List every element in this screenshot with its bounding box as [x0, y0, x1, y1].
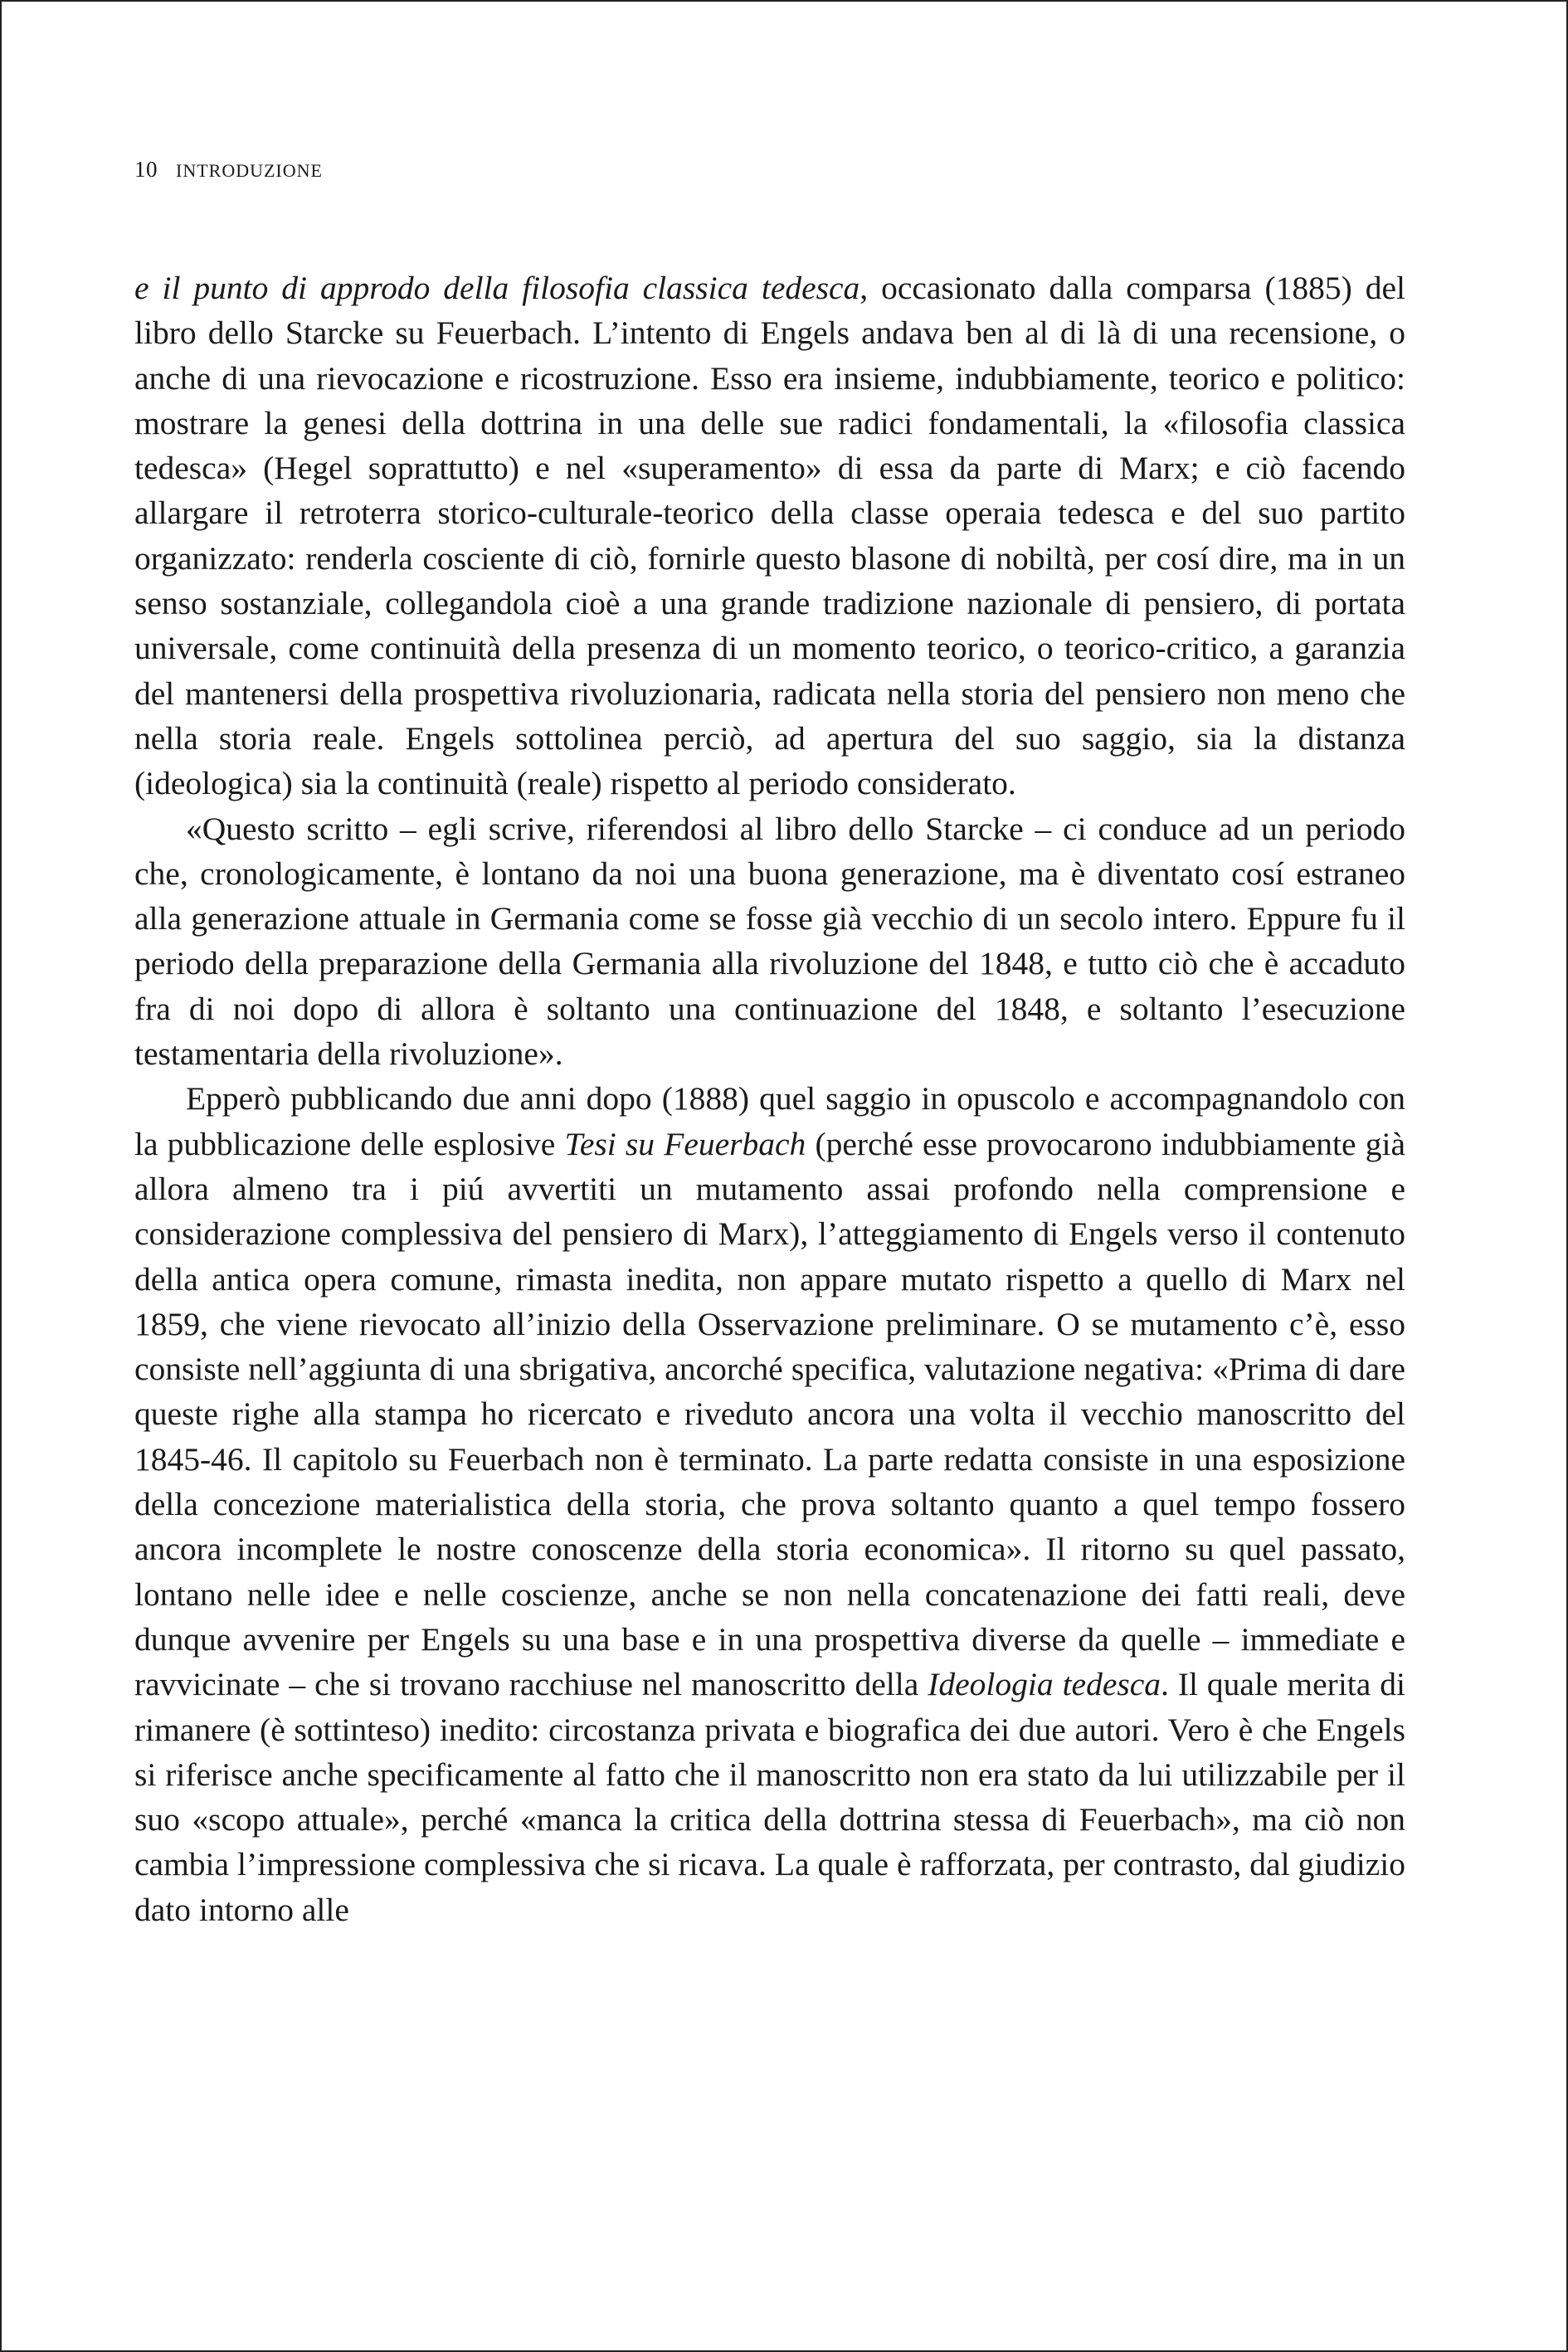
tesi-title-italic: Tesi su Feuerbach	[564, 1125, 806, 1162]
paragraph-1-text: , occasionato dalla comparsa (1885) del libro dello Starcke su Feuerbach. L’intento di Engels andava ben al di là di una recensione, o anche di una rievocazione e ricostruzione. Esso era insieme, indubbiamente, teorico e politico: mostrare la genesi della dottrina in una delle sue radici fondamentali, la «filosofia classica tedesca» (Hegel soprattutto) e nel «superamento» di essa da parte di Marx; e ciò facendo allargare il retroterra storico-culturale-teorico della classe operaia tedesca e del suo partito organizzato: renderla cosciente di ciò, fornirle questo blasone di nobiltà, per cosí dire, ma in un senso sostanziale, collegandola cioè a una grande tradizione nazionale di pensiero, di portata universale, come continuità della presenza di un momento teorico, o teorico-critico, a garanzia del mantenersi della prospettiva rivoluzionaria, radicata nella storia del pensiero non meno che nella storia reale. Engels sottolinea perciò, ad apertura del suo saggio, sia la distanza (ideologica) sia la continuità (reale) rispetto al periodo considerato.	[134, 270, 1405, 802]
page-number: 10	[134, 157, 158, 182]
running-head	[134, 149, 323, 191]
book-title-italic: e il punto di approdo della filosofia classica tedesca	[134, 270, 860, 306]
paragraph-3-text-c: . Il quale merita di rimanere (è sottinteso) inedito: circostanza privata e biografica dei due autori. Vero è che Engels si riferisce anche specificamente al fatto che il manoscritto non era stato da lui utilizzabile per il suo «scopo attuale», perché «manca la critica della dottrina stessa di Feuerbach», ma ciò non cambia l’impressione complessiva che si ricava. La quale è rafforzata, per contrasto, dal giudizio dato intorno alle	[134, 1666, 1405, 1928]
body-text	[134, 265, 1405, 1932]
paragraph-2	[134, 806, 1405, 1077]
paragraph-2-text: «Questo scritto – egli scrive, riferendosi al libro dello Starcke – ci conduce ad un periodo che, cronologicamente, è lontano da noi una buona generazione, ma è diventato cosí estraneo alla generazione attuale in Germania come se fosse già vecchio di un secolo intero. Eppure fu il periodo della preparazione della Germania alla rivoluzione del 1848, e tutto ciò che è accaduto fra di noi dopo di allora è soltanto una continuazione del 1848, e soltanto l’esecuzione testamentaria della rivoluzione».	[134, 810, 1405, 1073]
paragraph-3-text-b: (perché esse provocarono indubbiamente già allora almeno tra i piú avvertiti un mutamento assai profondo nella comprensione e considerazione complessiva del pensiero di Marx), l’atteggiamento di Engels verso il contenuto della antica opera comune, rimasta inedita, non appare mutato rispetto a quello di Marx nel 1859, che viene rievocato all’inizio della Osservazione preliminare. O se mutamento c’è, esso consiste nell’aggiunta di una sbrigativa, ancorché specifica, valutazione negativa: «Prima di dare queste righe alla stampa ho ricercato e riveduto ancora una volta il vecchio manoscritto del 1845-46. Il capitolo su Feuerbach non è terminato. La parte redatta consiste in una esposizione della concezione materialistica della storia, che prova soltanto quanto a quel tempo fossero ancora incomplete le nostre conoscenze della storia economica». Il ritorno su quel passato, lontano nelle idee e nelle coscienze, anche se non nella concatenazione dei fatti reali, deve dunque avvenire per Engels su una base e in una prospettiva diverse da quelle – immediate e ravvicinate – che si trovano racchiuse nel manoscritto della	[134, 1125, 1405, 1703]
ideologia-title-italic: Ideologia tedesca	[928, 1666, 1161, 1703]
paragraph-3-text-a: Epperò pubblicando due anni dopo (1888) quel saggio in opuscolo e accompagnandolo con la pubblicazione delle esplosive	[134, 1080, 1405, 1162]
section-title: INTRODUZIONE	[176, 160, 323, 181]
paragraph-1	[134, 265, 1405, 806]
paragraph-3	[134, 1076, 1405, 1932]
